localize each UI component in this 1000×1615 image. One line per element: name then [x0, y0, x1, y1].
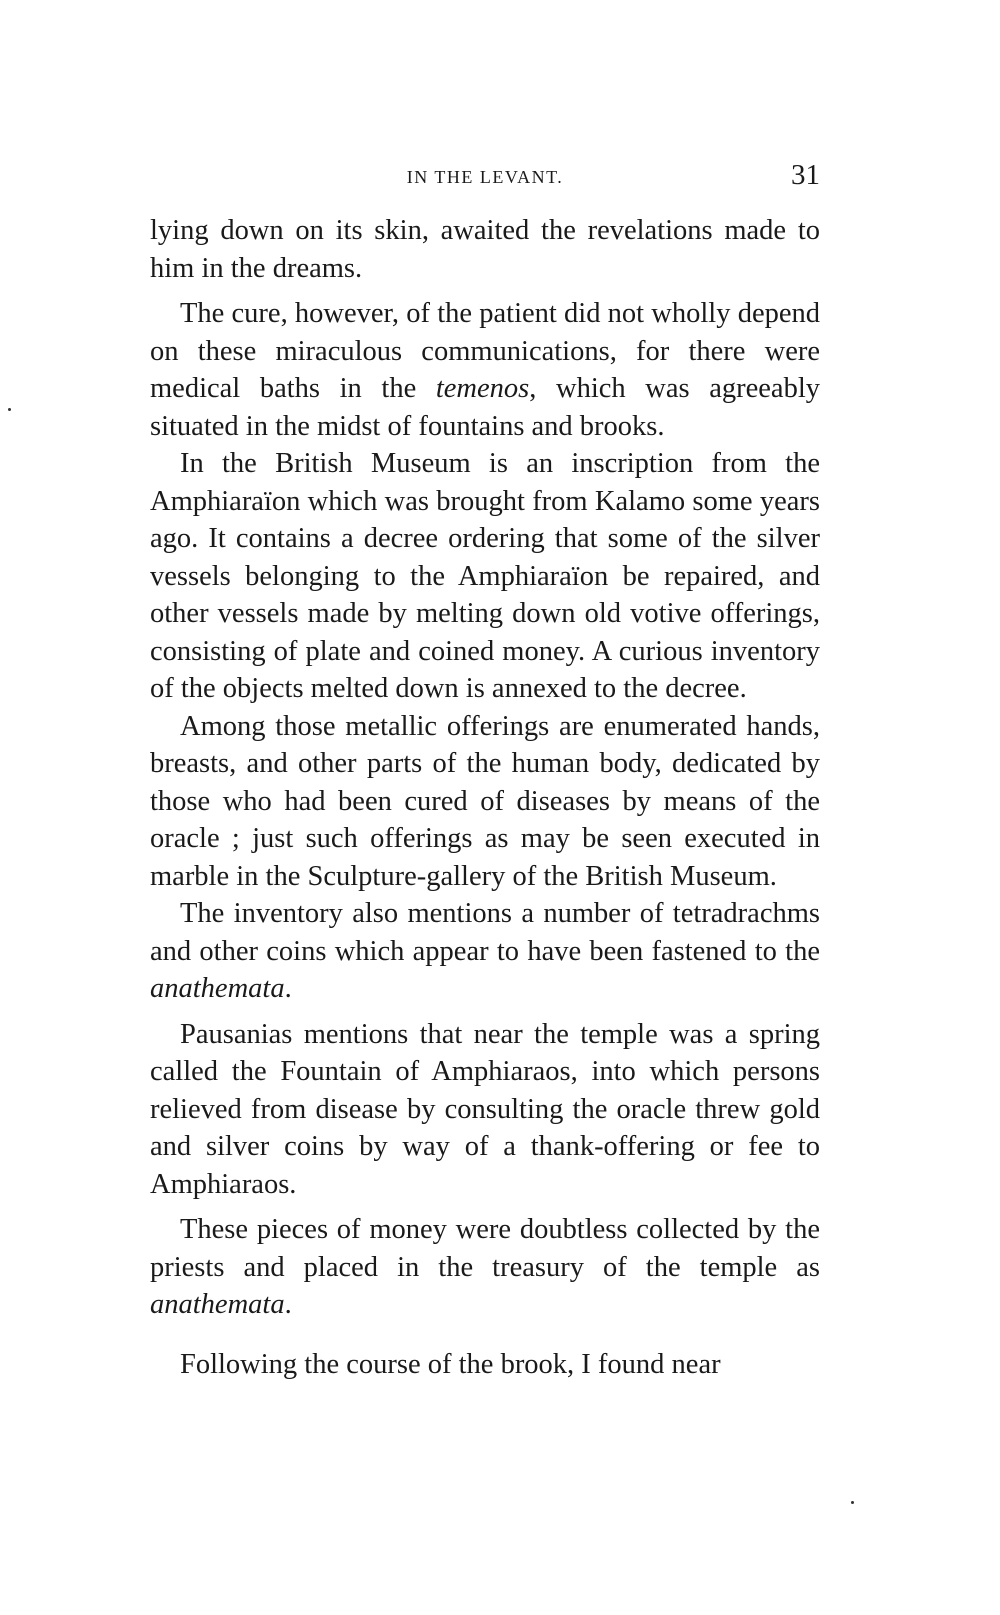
running-head: IN THE LEVANT. — [406, 167, 564, 187]
paragraph-text: The cure, however, of the patient did not wholly depend on these miraculous communications, for there were medical baths in the — [150, 298, 820, 404]
paragraph-text: Pausanias mentions that near the temple was a spring called the Fountain of Amphiaraos, into which persons relieved from disease by consulting the oracle threw gold and silver coins by way of a thank-offering or fee to Amphiaraos. — [150, 1018, 820, 1200]
page-header — [150, 159, 820, 197]
paragraph-8 — [150, 1346, 820, 1384]
italic-term: anathemata — [150, 1289, 285, 1320]
paragraph-1 — [150, 212, 820, 287]
paragraph-3 — [150, 445, 820, 708]
scan-speck — [8, 408, 11, 411]
paragraph-5 — [150, 895, 820, 1008]
italic-term: anathemata — [150, 973, 285, 1004]
paragraph-text: . — [284, 973, 292, 1004]
paragraph-6 — [150, 1016, 820, 1204]
paragraph-text: . — [284, 1289, 292, 1320]
paragraph-2 — [150, 295, 820, 445]
paragraph-text: The inventory also mentions a number of tetradrachms and other coins which appear to have been fastened to the — [150, 898, 820, 967]
page-number: 31 — [791, 159, 820, 191]
paragraph-7 — [150, 1211, 820, 1324]
italic-term: temenos — [435, 373, 530, 404]
paragraph-text: , which was agreeably situated in the midst of fountains and brooks. — [150, 373, 820, 442]
paragraph-4 — [150, 708, 820, 896]
body-text — [150, 212, 820, 1383]
paragraph-text: In the British Museum is an inscription from the Amphiaraïon which was brought from Kalamo some years ago. It contains a decree ordering that some of the silver vessels belonging to the Amphiaraïon be repaired, and other vessels made by melting down old votive offerings, consisting of plate and coined money. A curious inventory of the objects melted down is annexed to the decree. — [150, 448, 820, 704]
paragraph-text: Among those metallic offerings are enumerated hands, breasts, and other parts of the human body, dedicated by those who had been cured of diseases by means of the oracle ; just such offerings as may be seen executed in marble in the Sculpture-gallery of the British Museum. — [150, 710, 820, 892]
scan-speck — [851, 1501, 854, 1504]
paragraph-text: Following the course of the brook, I found near — [180, 1348, 721, 1380]
paragraph-text: These pieces of money were doubtless collected by the priests and placed in the treasury of the temple as — [150, 1214, 820, 1283]
paragraph-text: lying down on its skin, awaited the revelations made to him in the dreams. — [150, 215, 820, 284]
